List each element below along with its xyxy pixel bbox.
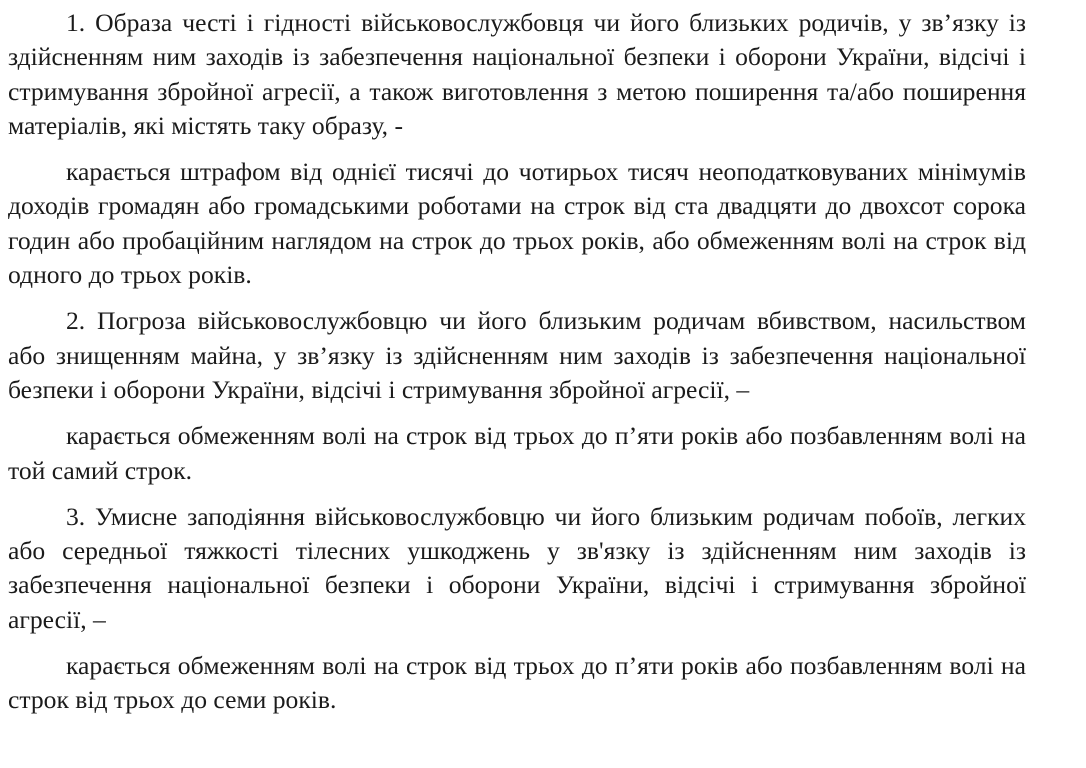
paragraph-gap: [8, 488, 1026, 500]
paragraph-part-3-disposition: 3. Умисне заподіяння військовослужбовцю чи його близьким родичам побоїв, легких або середньої тяжкості тілесних ушкоджень у зв'язку із здійсненням ним заходів із забезпечення національної безпеки і оборони України, відсічі і стримування збройної агресії, –: [8, 501, 1026, 634]
paragraph-part-2-disposition: 2. Погроза військовослужбовцю чи його близьким родичам вбивством, насильством або знищенням майна, у зв’язку із здійсненням ним заходів із забезпечення національної безпеки і оборони України, відсічі і стримування збройної агресії, –: [8, 306, 1026, 404]
paragraph-part-1-sanction: карається штрафом від однієї тисячі до чотирьох тисяч неоподатковуваних мінімумів доходів громадян або громадськими роботами на строк від ста двадцяти до двохсот сорока годин або пробаційним наглядом на строк до трьох років, або обмеженням волі на строк від одного до трьох років.: [8, 157, 1026, 290]
paragraph-gap: [8, 143, 1026, 155]
paragraph-gap: [8, 292, 1026, 304]
paragraph-gap: [8, 407, 1026, 419]
paragraph-part-1-disposition: 1. Образа честі і гідності військовослужбовця чи його близьких родичів, у зв’язку із здійсненням ним заходів із забезпечення національної безпеки і оборони України, відсічі і стримування збройної агресії, а також виготовлення з метою поширення та/або поширення матеріалів, які містять таку образу, -: [8, 8, 1026, 140]
paragraph-part-2-sanction: карається обмеженням волі на строк від трьох до п’яти років або позбавленням волі на той самий строк.: [8, 421, 1026, 485]
paragraph-part-3-sanction: карається обмеженням волі на строк від трьох до п’яти років або позбавленням волі на строк від трьох до семи років.: [8, 651, 1026, 715]
document-page: [8, 6, 1026, 718]
paragraph-gap: [8, 637, 1026, 649]
